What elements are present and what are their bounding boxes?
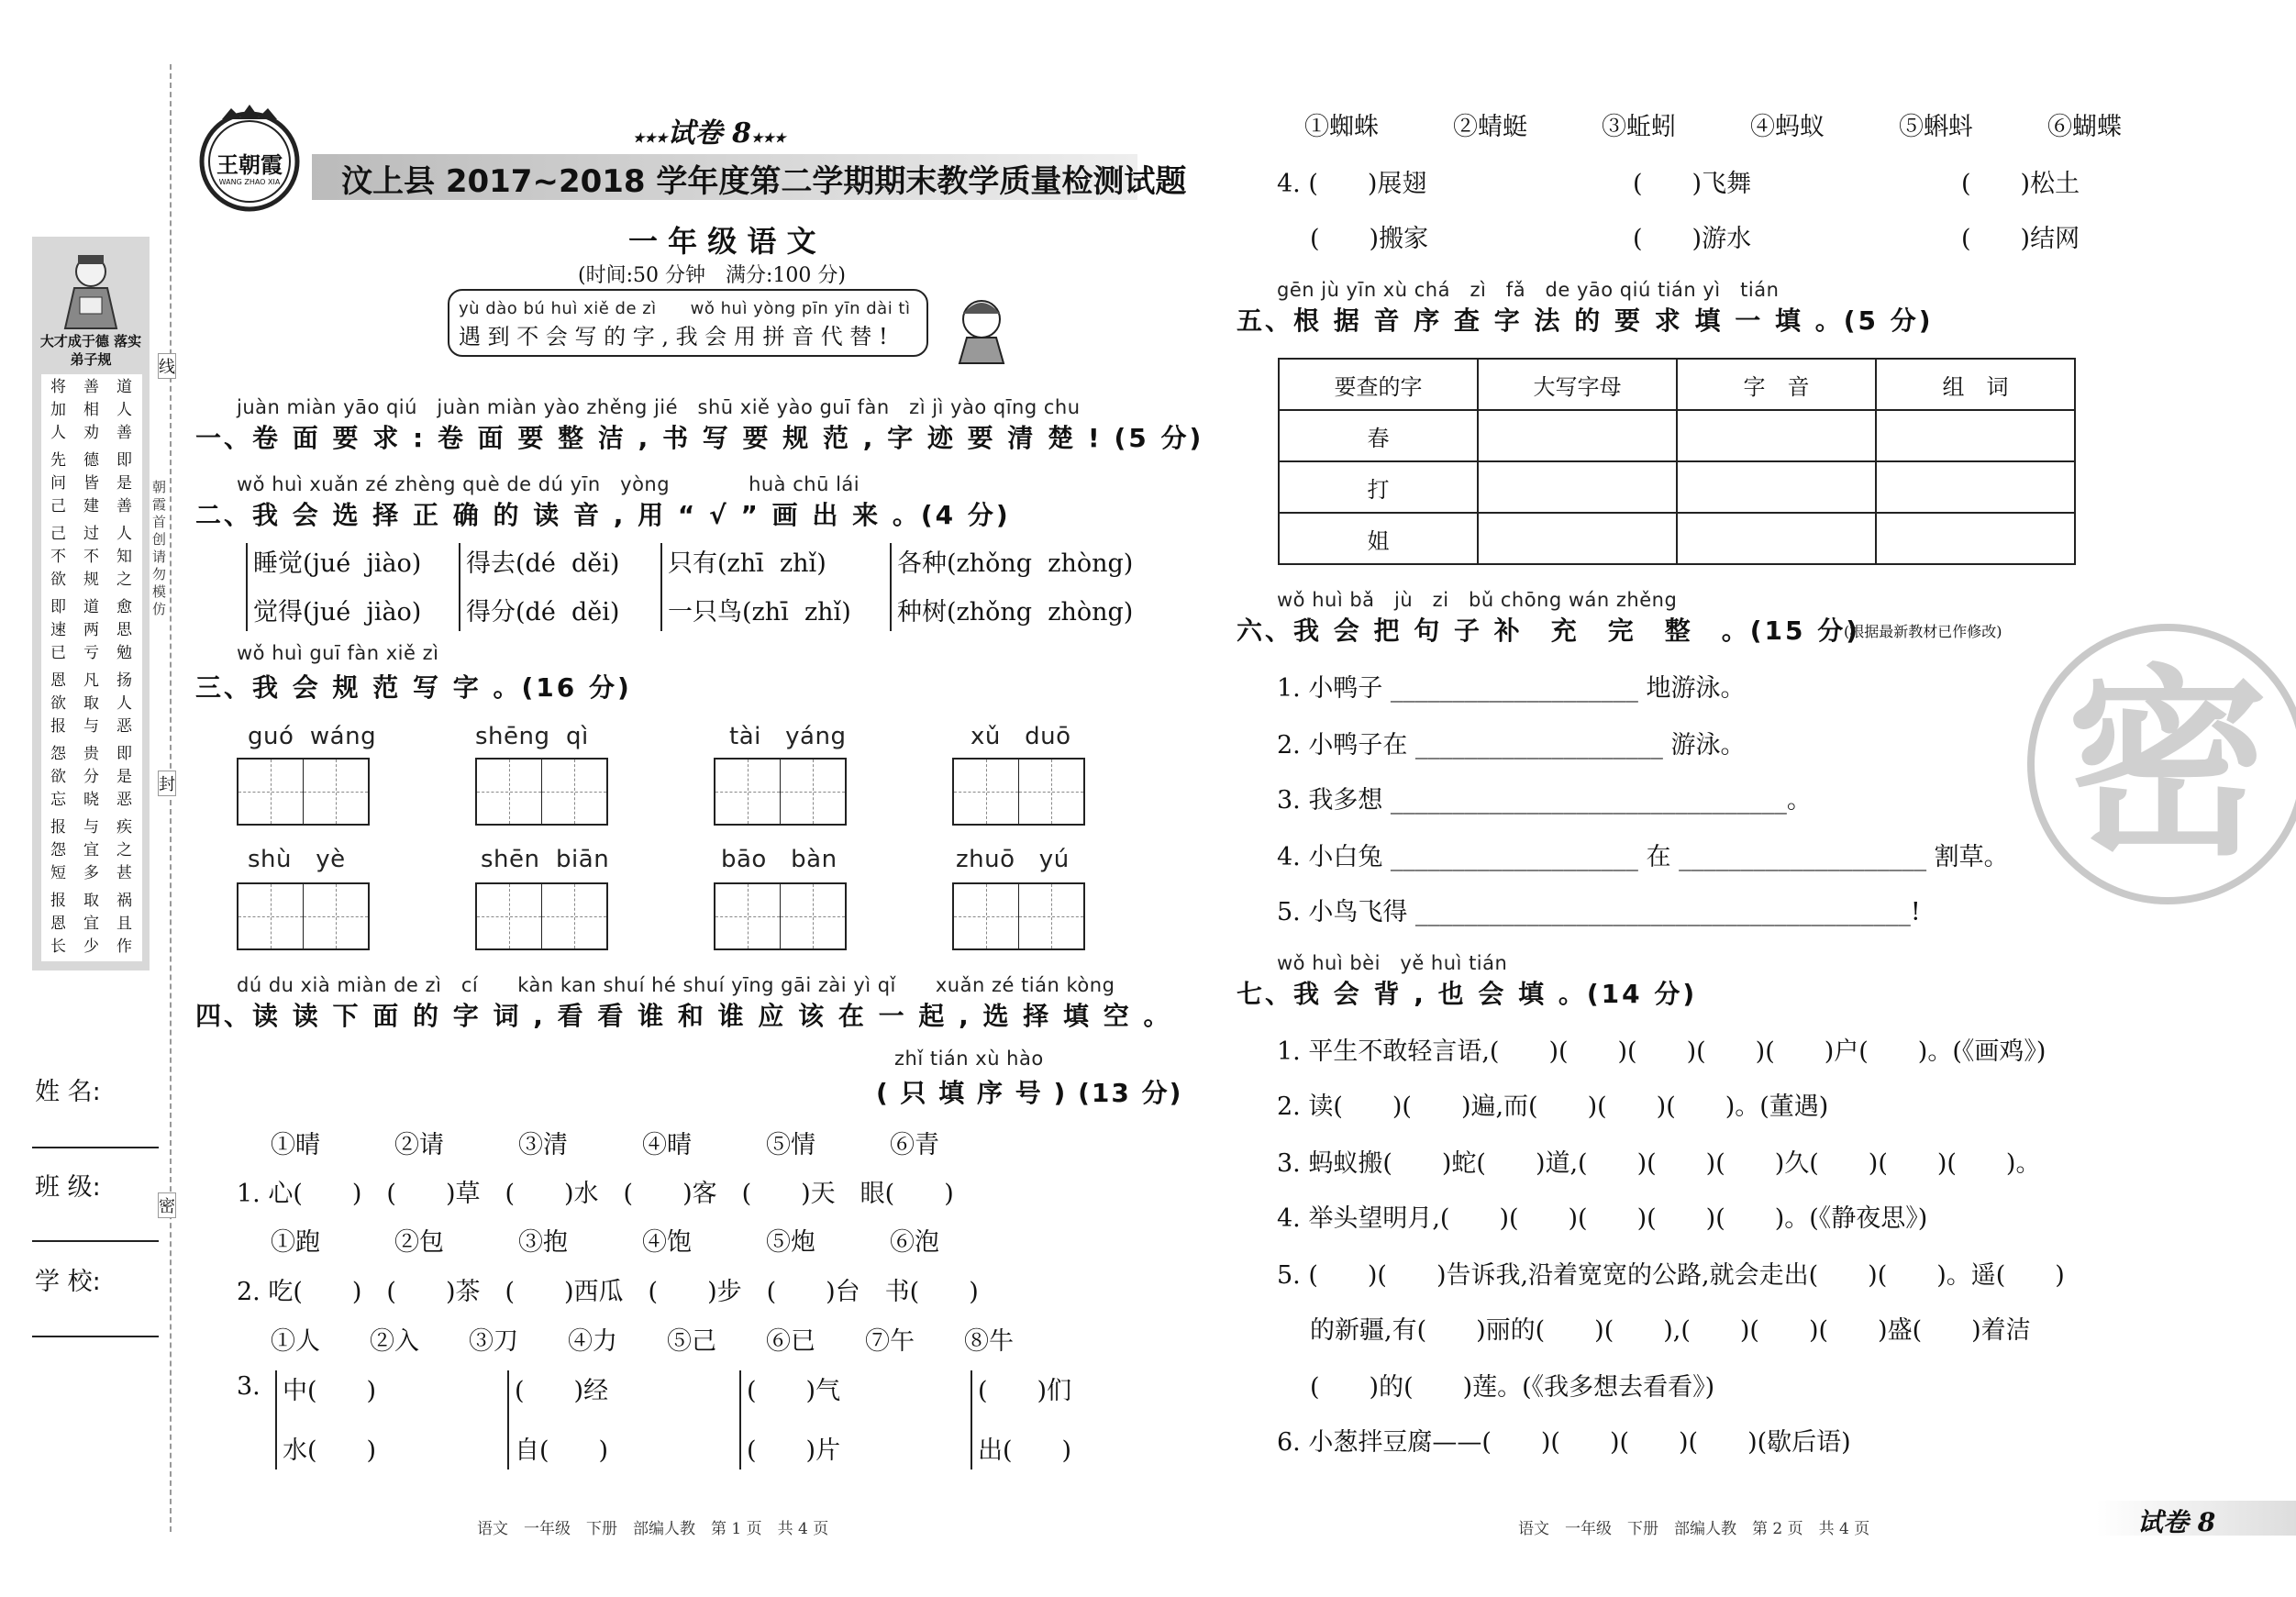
sidebar-verse-column: 德皆建 bbox=[83, 451, 99, 516]
q4-group-item[interactable]: ( )气 bbox=[747, 1377, 841, 1405]
grid-pinyin: shēng qì bbox=[475, 723, 589, 750]
brand-logo bbox=[194, 103, 305, 213]
table-header-row bbox=[1279, 359, 2075, 410]
margin-mark-line: 线 bbox=[158, 353, 176, 379]
q7-line[interactable]: 4. 举头望明月,( )( )( )( )( )。(《静夜思》) bbox=[1277, 1204, 1928, 1233]
q2-item[interactable]: 种树(zhǒng zhòng) bbox=[897, 598, 1134, 627]
table-char: 打 bbox=[1279, 461, 1478, 513]
q6-note: (根据最新教材已作修改) bbox=[1844, 623, 2002, 640]
answer-cell[interactable] bbox=[1876, 461, 2075, 513]
sidebar-verse-column: 善相劝 bbox=[83, 378, 99, 442]
q2-item[interactable]: 睡觉(jué jiào) bbox=[253, 549, 422, 578]
q7-line[interactable]: ( )的( )莲。(《我多想去看看》) bbox=[1310, 1373, 1715, 1402]
table-header: 组 词 bbox=[1876, 359, 2075, 410]
answer-cell[interactable] bbox=[1478, 461, 1677, 513]
sidebar-verse-column: 将加人 bbox=[50, 378, 66, 442]
margin-mark-secret: 密 bbox=[158, 1192, 176, 1218]
q7-line[interactable]: 3. 蚂蚁搬( )蛇( )道,( )( )( )久( )( )( )。 bbox=[1277, 1149, 2041, 1178]
table-header: 要查的字 bbox=[1279, 359, 1478, 410]
q4-line-4b[interactable]: ( )搬家 bbox=[1310, 225, 1429, 253]
q7-line[interactable]: 的新疆,有( )丽的( )( ),( )( )( )盛( )着洁 bbox=[1310, 1316, 2031, 1345]
bubble-text: 遇 到 不 会 写 的 字 , 我 会 用 拼 音 代 替 ! bbox=[459, 324, 888, 349]
seal-char: 密 bbox=[2066, 645, 2268, 882]
star-icon: ★★★ bbox=[633, 131, 668, 146]
answer-cell[interactable] bbox=[1478, 513, 1677, 564]
sidebar-motto-panel bbox=[32, 237, 150, 970]
q2-group bbox=[246, 543, 421, 631]
writing-grid[interactable] bbox=[714, 758, 847, 826]
sidebar-verse-column: 恩欲报 bbox=[50, 671, 66, 736]
q2-item[interactable]: 只有(zhī zhǐ) bbox=[668, 549, 826, 578]
sidebar-verse-column: 与宜多 bbox=[83, 818, 99, 882]
sidebar-verse-column: 道两亏 bbox=[83, 598, 99, 662]
table-char: 春 bbox=[1279, 410, 1478, 461]
q4-line-4b[interactable]: ( )结网 bbox=[1961, 225, 2080, 253]
q6-line[interactable]: 4. 小白兔 ____________________ 在 ____________________ 割草。 bbox=[1277, 843, 2009, 871]
answer-cell[interactable] bbox=[1876, 410, 2075, 461]
q4-options-2: ①跑 ②包 ③抱 ④饱 ⑤炮 ⑥泡 bbox=[271, 1228, 939, 1257]
q4-line-4a[interactable]: ( )飞舞 bbox=[1633, 170, 1752, 198]
class-field-label: 班 级: bbox=[35, 1173, 101, 1202]
answer-cell[interactable] bbox=[1876, 513, 2075, 564]
q4-title-2: ( 只 填 序 号 ) (13 分) bbox=[876, 1078, 1183, 1108]
q4-group-item[interactable]: 水( ) bbox=[283, 1436, 377, 1465]
answer-cell[interactable] bbox=[1478, 410, 1677, 461]
secret-seal-watermark bbox=[2027, 624, 2296, 904]
q7-line[interactable]: 2. 读( )( )遍,而( )( )( )。(董遇) bbox=[1277, 1092, 1829, 1121]
page-footer-right: 语文 一年级 下册 部编人教 第 2 页 共 4 页 bbox=[1518, 1520, 1870, 1538]
q6-pinyin: wǒ huì bǎ jù zi bǔ chōng wán zhěng bbox=[1277, 589, 1678, 611]
scholar-illustration bbox=[52, 248, 129, 330]
grid-pinyin: bāo bàn bbox=[721, 846, 837, 873]
q2-title: 二、我 会 选 择 正 确 的 读 音 , 用 “ √ ” 画 出 来 。(4 分) bbox=[195, 500, 1011, 530]
q2-item[interactable]: 一只鸟(zhī zhǐ) bbox=[668, 598, 851, 627]
sidebar-verse-column: 即速已 bbox=[50, 598, 66, 662]
writing-grid[interactable] bbox=[475, 882, 608, 950]
q7-line[interactable]: 5. ( )( )告诉我,沿着宽宽的公路,就会走出( )( )。遥( ) bbox=[1277, 1261, 2065, 1290]
q6-line[interactable]: 5. 小鸟飞得 ________________________________________! bbox=[1277, 898, 1921, 926]
grid-pinyin: xǔ duō bbox=[971, 723, 1071, 750]
writing-grid[interactable] bbox=[237, 758, 370, 826]
sidebar-verse-column: 扬人恶 bbox=[116, 671, 132, 736]
brand-name: 王朝霞 bbox=[216, 151, 283, 178]
grid-pinyin: shù yè bbox=[248, 846, 346, 873]
q2-item[interactable]: 得去(dé děi) bbox=[466, 549, 620, 578]
q2-group bbox=[459, 543, 619, 631]
q6-line[interactable]: 2. 小鸭子在 ____________________ 游泳。 bbox=[1277, 731, 1746, 760]
paper-tag-text: 试卷 8 bbox=[667, 117, 751, 150]
answer-cell[interactable] bbox=[1677, 410, 1876, 461]
answer-cell[interactable] bbox=[1677, 513, 1876, 564]
q4-title: 四、读 读 下 面 的 字 词 , 看 看 谁 和 谁 应 该 在 一 起 , 选 择 填 空 。 bbox=[195, 1001, 1172, 1031]
q4-pinyin: dú du xià miàn de zì cí kàn kan shuí hé shuí yīng gāi zài yì qǐ xuǎn zé tián kòng bbox=[237, 974, 1115, 996]
name-field-label: 姓 名: bbox=[35, 1078, 101, 1106]
writing-grid[interactable] bbox=[952, 758, 1085, 826]
q4-group-item[interactable]: ( )片 bbox=[747, 1436, 841, 1465]
q1-title: 一、卷 面 要 求 : 卷 面 要 整 洁 , 书 写 要 规 范 , 字 迹 要 清 楚 ! (5 分) bbox=[195, 423, 1204, 453]
writing-grid[interactable] bbox=[237, 882, 370, 950]
table-row bbox=[1279, 410, 2075, 461]
paper-tag bbox=[633, 110, 786, 150]
binding-line bbox=[170, 64, 172, 1532]
sidebar-verse-column: 祸且作 bbox=[116, 892, 132, 956]
corner-tag: 试卷 8 bbox=[2137, 1507, 2216, 1537]
sidebar-verse-column: 凡取与 bbox=[83, 671, 99, 736]
q2-item[interactable]: 觉得(jué jiào) bbox=[253, 598, 422, 627]
q4-group bbox=[971, 1370, 1071, 1469]
q4-line-3-num: 3. bbox=[237, 1372, 261, 1401]
q5-title: 五、根 据 音 序 查 字 法 的 要 求 填 一 填 。(5 分) bbox=[1237, 305, 1934, 336]
q4-group-item[interactable]: 中( ) bbox=[283, 1377, 377, 1405]
student-illustration bbox=[945, 292, 1018, 365]
q4-group bbox=[507, 1370, 608, 1469]
q3-pinyin: wǒ huì guī fàn xiě zì bbox=[237, 642, 439, 664]
q4-group-item[interactable]: 自( ) bbox=[515, 1436, 609, 1465]
q2-item[interactable]: 得分(dé děi) bbox=[466, 598, 620, 627]
q4-group-item[interactable]: 出( ) bbox=[978, 1436, 1072, 1465]
q4-group-item[interactable]: ( )们 bbox=[978, 1377, 1072, 1405]
grid-pinyin: guó wáng bbox=[248, 723, 377, 750]
margin-mark-seal: 封 bbox=[158, 771, 176, 796]
sidebar-motto: 大才成于德 落实弟子规 bbox=[39, 333, 142, 368]
sidebar-verse-column: 道人善 bbox=[116, 378, 132, 442]
q3-title: 三、我 会 规 范 写 字 。(16 分) bbox=[195, 672, 632, 703]
writing-grid[interactable] bbox=[952, 882, 1085, 950]
q4-line-2[interactable]: 2. 吃( ) ( )茶 ( )西瓜 ( )步 ( )台 书( ) bbox=[237, 1278, 979, 1306]
sidebar-verse-column: 即是善 bbox=[116, 451, 132, 516]
table-char: 姐 bbox=[1279, 513, 1478, 564]
bubble-pinyin: yù dào bú huì xiě de zì wǒ huì yòng pīn yīn dài tì bbox=[459, 299, 911, 318]
q2-item[interactable]: 各种(zhǒng zhòng) bbox=[897, 549, 1134, 578]
exam-title: 汶上县 2017~2018 学年度第二学期期末教学质量检测试题 bbox=[341, 163, 1187, 200]
subject-title: 一 年 级 语 文 bbox=[628, 224, 816, 259]
lookup-table bbox=[1278, 358, 2076, 565]
q4-line-4b[interactable]: ( )游水 bbox=[1633, 225, 1752, 253]
sidebar-verse-column: 贵分晓 bbox=[83, 745, 99, 809]
table-header: 大写字母 bbox=[1478, 359, 1677, 410]
sidebar-verse-column: 人知之 bbox=[116, 525, 132, 589]
q2-pinyin: wǒ huì xuǎn zé zhèng què de dú yīn yòng huà chū lái bbox=[237, 473, 860, 495]
sidebar-verse-column: 怨欲忘 bbox=[50, 745, 66, 809]
sidebar-verse-column: 报恩长 bbox=[50, 892, 66, 956]
school-field-label: 学 校: bbox=[35, 1268, 101, 1296]
q2-group bbox=[890, 543, 1133, 631]
sidebar-verse-column: 己不欲 bbox=[50, 525, 66, 589]
q4-group bbox=[739, 1370, 840, 1469]
writing-grid[interactable] bbox=[714, 882, 847, 950]
class-field[interactable] bbox=[32, 1240, 159, 1242]
answer-cell[interactable] bbox=[1677, 461, 1876, 513]
page-footer-left: 语文 一年级 下册 部编人教 第 1 页 共 4 页 bbox=[477, 1520, 829, 1538]
q6-line[interactable]: 1. 小鸭子 ____________________ 地游泳。 bbox=[1277, 674, 1746, 703]
school-field[interactable] bbox=[32, 1336, 159, 1337]
brand-pinyin: WANG ZHAO XIA bbox=[218, 178, 281, 186]
q7-pinyin: wǒ huì bèi yě huì tián bbox=[1277, 952, 1508, 974]
q7-title: 七、我 会 背 , 也 会 填 。(14 分) bbox=[1237, 979, 1698, 1009]
q4-options-1: ①晴 ②请 ③清 ④晴 ⑤情 ⑥青 bbox=[271, 1131, 939, 1159]
sidebar-verse-column: 先问己 bbox=[50, 451, 66, 516]
q4-options-3: ①人 ②入 ③刀 ④力 ⑤己 ⑥已 ⑦午 ⑧牛 bbox=[271, 1327, 1014, 1356]
copyright-note: 朝霞首创 请勿模仿 bbox=[152, 479, 167, 617]
grid-pinyin: shēn biān bbox=[481, 846, 610, 873]
sidebar-verse-column: 取宜少 bbox=[83, 892, 99, 956]
sidebar-verse-column: 愈思勉 bbox=[116, 598, 132, 662]
q2-group bbox=[660, 543, 851, 631]
sidebar-verse-column: 报怨短 bbox=[50, 818, 66, 882]
q4-group-item[interactable]: ( )经 bbox=[515, 1377, 609, 1405]
q4-line-4a[interactable]: ( )松土 bbox=[1961, 170, 2080, 198]
q7-line[interactable]: 6. 小葱拌豆腐——( )( )( )( )(歇后语) bbox=[1277, 1428, 1851, 1457]
sidebar-verse-column: 过不规 bbox=[83, 525, 99, 589]
q4-line-4a[interactable]: 4. ( )展翅 bbox=[1277, 170, 1427, 198]
name-field[interactable] bbox=[32, 1147, 159, 1148]
table-row bbox=[1279, 461, 2075, 513]
q5-pinyin: gēn jù yīn xù chá zì fǎ de yāo qiú tián yì tián bbox=[1277, 279, 1780, 301]
grid-pinyin: zhuō yú bbox=[956, 846, 1070, 873]
q7-line[interactable]: 1. 平生不敢轻言语,( )( )( )( )( )户( )。(《画鸡》) bbox=[1277, 1037, 2046, 1066]
q6-line[interactable]: 3. 我多想 ________________________________。 bbox=[1277, 786, 1812, 815]
q4-options-4: ①蜘蛛 ②蜻蜓 ③蚯蚓 ④蚂蚁 ⑤蝌蚪 ⑥蝴蝶 bbox=[1304, 113, 2122, 141]
sidebar-verses bbox=[41, 374, 142, 961]
q1-pinyin: juàn miàn yāo qiú juàn miàn yào zhěng jié shū xiě yào guī fàn zì jì yào qīng chu bbox=[237, 396, 1081, 418]
sidebar-verse-column: 即是恶 bbox=[116, 745, 132, 809]
table-header: 字 音 bbox=[1677, 359, 1876, 410]
table-row bbox=[1279, 513, 2075, 564]
sidebar-verse-column: 疾之甚 bbox=[116, 818, 132, 882]
q4-pinyin-2: zhǐ tián xù hào bbox=[894, 1048, 1044, 1070]
time-info: (时间:50 分钟 满分:100 分) bbox=[578, 264, 846, 287]
q4-group bbox=[275, 1370, 376, 1469]
q6-title: 六、我 会 把 句 子 补 充 完 整 。(15 分) bbox=[1237, 616, 1861, 646]
grid-pinyin: tài yáng bbox=[729, 723, 847, 750]
q4-line-1[interactable]: 1. 心( ) ( )草 ( )水 ( )客 ( )天 眼( ) bbox=[237, 1180, 954, 1208]
writing-grid[interactable] bbox=[475, 758, 608, 826]
star-icon: ★★★ bbox=[750, 131, 786, 146]
